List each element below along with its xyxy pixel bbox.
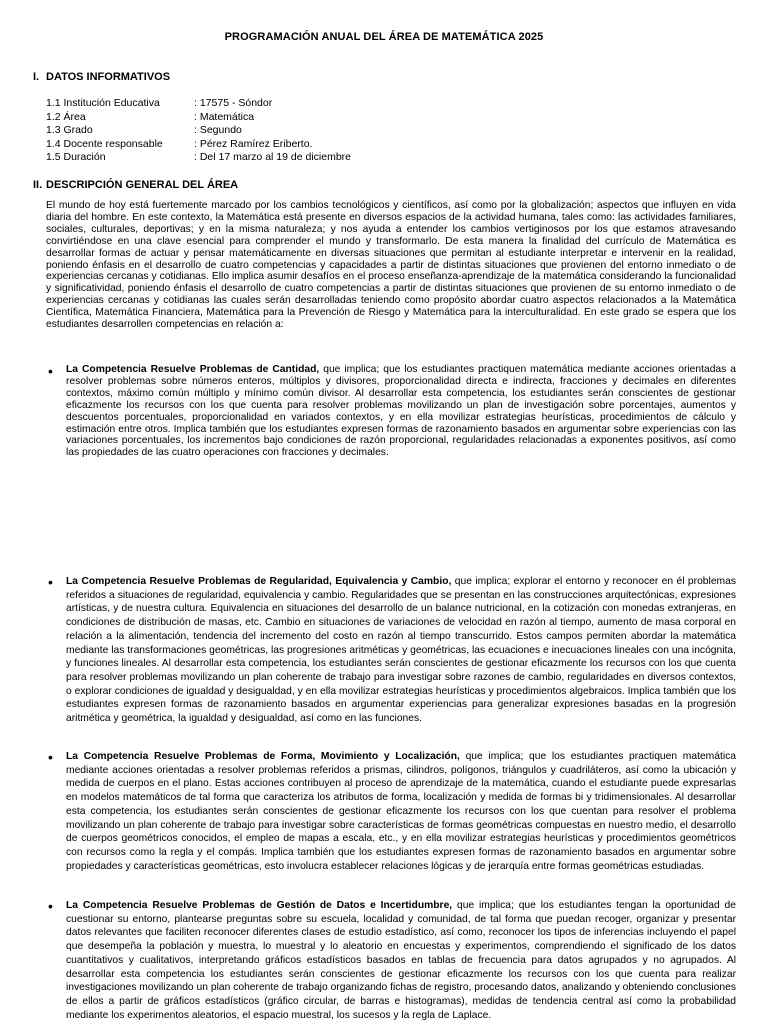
- section-heading-descripcion: [33, 179, 238, 191]
- info-row: [46, 111, 351, 125]
- bullet-icon: •: [48, 749, 53, 765]
- info-label: 1.3 Grado: [46, 124, 93, 137]
- info-label: 1.2 Área: [46, 110, 86, 123]
- competencia-title: La Competencia Resuelve Problemas de Forma, Movimiento y Localización,: [66, 751, 460, 762]
- bullet-icon: •: [48, 898, 53, 914]
- competencia-forma: [66, 750, 736, 873]
- competencia-title: La Competencia Resuelve Problemas de Cantidad,: [66, 364, 320, 375]
- info-value: : Matemática: [194, 110, 255, 123]
- bullet-icon: •: [48, 574, 53, 590]
- info-label: 1.1 Institución Educativa: [46, 97, 160, 109]
- competencia-title: La Competencia Resuelve Problemas de Regularidad, Equivalencia y Cambio,: [66, 576, 452, 587]
- info-row: [46, 151, 351, 165]
- section-title: DATOS INFORMATIVOS: [46, 71, 171, 83]
- competencia-text: que implica; que los estudiantes practiquen matemática mediante acciones orientadas a resolver problemas sobre números enteros, múltiplos y divisores, proporcionalidad directa e indirecta, fracciones y decimales en diferentes contextos, máximo común múltiplo y mínimo común divisor. Al desarrollar esta competencia, los estudiantes serán conscientes de gestionar eficazmente los recursos con los que cuenta para resolver problemas movilizando un plan de investigación sobre porcentajes, aumentos y descuentos porcentuales, proporcionalidad en variados contextos, y en ella movilizar estrategias heurísticas, procedimientos de cálculo y estimación entre otros. Implica también que los estudiantes expresen formas de razonamiento basados en argumentar sobre experiencias con las variaciones porcentuales, los incrementos bajo condiciones de razón proporcional, regularidades relacionadas a exponentes positivos, así como las propiedades de las cuatro operaciones con fracciones y decimales.: [66, 364, 736, 459]
- intro-paragraph: El mundo de hoy está fuertemente marcado por los cambios tecnológicos y científicos, así como por la globalización; aspectos que influyen en vida diaria del hombre. En este contexto, la Matemática está presente en diversos espacios de la actividad humana, tales como: las actividades familiares, sociales, culturales, deportivas; y en la misma naturaleza; y nos ayuda a entender los cambios vertiginosos por los que estamos atravesando convirtiéndose en una clave esencial para comprender el mundo y transformarlo. De esta manera la finalidad del currículo de Matemática es desarrollar formas de actuar y pensar matemáticamente en diversas situaciones que permitan al estudiante interpretar e intervenir en la realidad, poniendo énfasis en el desarrollo de cuatro competencias y capacidades a partir de distintas situaciones que provienen del entorno inmediato o de experiencias cercanas y cotidianas. Ello implica asumir desafíos en el proceso enseñanza-aprendizaje de la matemática considerando la funcionalidad y significatividad, poniendo énfasis el desarrollo de cuatro competencias a partir de distintas situaciones que provienen de su entorno inmediato o de experiencias cercanas y cotidianas las cuales serán desarrolladas teniendo como propósito abordar cuatro aspectos relacionados a la Matemática Científica, Matemática Financiera, Matemática para la Prevención de Riesgo y Matemática para la interculturalidad. En este grado se espera que los estudiantes desarrollen competencias en relación a:: [46, 200, 736, 331]
- competencia-gestion-datos: [66, 899, 736, 1022]
- section-number: I.: [33, 71, 40, 83]
- competencia-title: La Competencia Resuelve Problemas de Gestión de Datos e Incertidumbre,: [66, 900, 453, 911]
- competencia-cantidad: [66, 364, 736, 459]
- info-row: [46, 97, 351, 111]
- section-title: DESCRIPCIÓN GENERAL DEL ÁREA: [46, 179, 239, 191]
- competencia-regularidad: [66, 575, 736, 726]
- info-label: 1.5 Duración: [46, 151, 106, 164]
- competencia-text: que implica; explorar el entorno y reconocer en él problemas referidos a situaciones de regularidad, equivalencia y cambio. Regularidades que se presentan en las construcciones arquitectónicas, expresiones artísticas, y de nuestra cultura. Equivalencia en situaciones del desarrollo de un balance nutricional, en la cotización con monedas extranjeras, en condiciones de distribución de masas, etc. Cambio en situaciones de variaciones de velocidad en razón al tiempo, aumento de masa corporal en relación a la alimentación, tendencia del incremento del costo en razón al tiempo transcurrido. Estos campos permiten abordar la matemática mediante las transformaciones geométricas, las progresiones aritméticas y geométricas, las ecuaciones e inecuaciones lineales con una incógnita, y funciones lineales. Al desarrollar esta competencia, los estudiantes serán conscientes de gestionar eficazmente los recursos con los que cuenta para resolver problemas movilizando un plan coherente de trabajo para investigar sobre razones de cambio, regularidades en diversos contextos, o explorar condiciones de igualdad y desigualdad, y en ella movilizar estrategias heurísticas y procedimientos algebraicos. Implica también que los estudiantes expresen formas de razonamiento basados en argumentar experiencias para generalizar expresiones basadas en la progresión aritmética y geométrica, la igualdad y desigualdad, así como en las funciones.: [66, 576, 736, 725]
- info-value: : Segundo: [194, 124, 242, 137]
- section-heading-datos: [33, 71, 170, 83]
- info-value: : Pérez Ramírez Eriberto.: [194, 137, 313, 150]
- document-title: PROGRAMACIÓN ANUAL DEL ÁREA DE MATEMÁTICA 2025: [224, 31, 544, 43]
- competencia-text: que implica; que los estudiantes tengan la oportunidad de cuestionar su entorno, plantearse preguntas sobre su escuela, localidad y comunidad, de tal forma que puedan recoger, organizar y presentar datos relevantes que faciliten reconocer diferentes clases de estudio estadístico, así como, reconocer los tipos de inferencias incluyendo el papel que desempeña la población y muestra, lo muestral y lo aleatorio en encuestas y experimentos, comprendiendo el significado de los datos cuantitativos y cualitativos, interpretando gráficos estadísticos basados en tablas de frecuencia para datos agrupados y no agrupados. Al desarrollar esta competencia los estudiantes serán conscientes de gestionar eficazmente los recursos con los que cuenta para realizar investigaciones movilizando un plan coherente de trabajo organizando fichas de registro, procesando datos, analizando y obteniendo conclusiones de ellos a partir de gráficos estadísticos (gráfico circular, de barras e histogramas), medidas de tendencia central así como la probabilidad mediante los experimentos aleatorios, el espacio muestral, los sucesos y la regla de Laplace.: [66, 900, 736, 1021]
- info-value: : 17575 - Sóndor: [194, 97, 273, 109]
- section-number: II.: [33, 179, 43, 191]
- info-list: [46, 97, 351, 165]
- info-row: [46, 138, 351, 152]
- info-label: 1.4 Docente responsable: [46, 137, 163, 150]
- info-value: : Del 17 marzo al 19 de diciembre: [194, 151, 351, 164]
- info-row: [46, 124, 351, 138]
- bullet-icon: •: [48, 363, 53, 379]
- competencia-text: que implica; que los estudiantes practiquen matemática mediante acciones orientadas a resolver problemas referidos a prismas, cilindros, polígonos, triángulos y cuadriláteros, así como la ubicación y medida de cuerpos en el plano. Estas acciones contribuyen al proceso de aprendizaje de la matemática, cuando el estudiante puede expresarlas en modelos matemáticos de tal forma que caracteriza los atributos de forma, localización y medida de formas bi y tridimensionales. Al desarrollar esta competencia, los estudiantes serán conscientes de gestionar eficazmente los recursos con los que cuentan para resolver el problema movilizando un plan coherente de trabajo para investigar sobre características de formas geométricas compuestas en nuestro medio, el desarrollo de cuerpos geométricos conocidos, el empleo de mapas a escala, etc., y en ella movilizar estrategias heurísticas y procedimientos geométricos con recursos como la regla y el compás. Implica también que los estudiantes expresen formas de razonamiento basados en argumentar sobre propiedades y características geométricas, esto involucra establecer relaciones lógicas y de jerarquía entre formas geométricas estudiadas.: [66, 751, 737, 872]
